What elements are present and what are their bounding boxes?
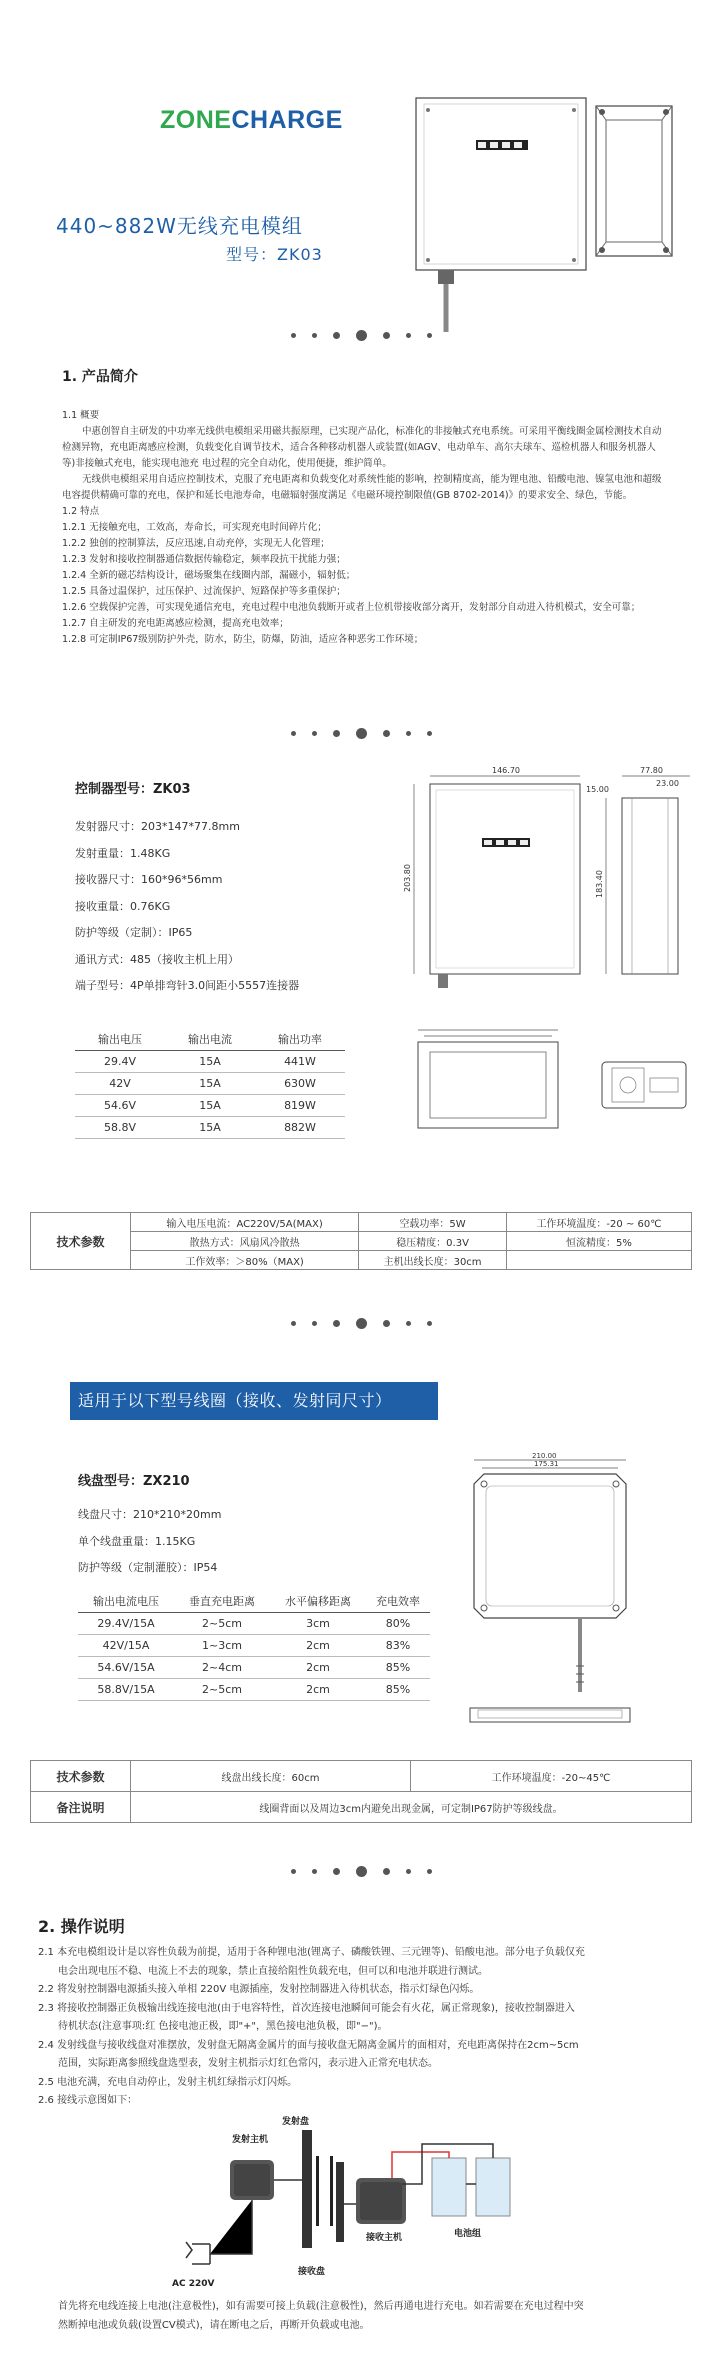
dim-coil-width: 210.00 xyxy=(532,1452,557,1460)
intro-line: 1.2.5 具备过温保护，过压保护、过流保护、短路保护等多重保护； xyxy=(62,586,346,597)
coil-specs xyxy=(78,1470,221,1586)
op-line: 2.2 将发射控制器电源插头接入单相 220V 电源插座，发射控制器进入待机状态，指示灯绿色闪烁。 xyxy=(38,1984,480,1995)
table-cell: 3cm xyxy=(270,1612,366,1634)
section-divider xyxy=(0,1866,722,1877)
table-cell: 29.4V xyxy=(75,1050,165,1072)
footer-line: 然断掉电池或负载(设置CV模式)，请在断电之后，再断开负载或电池。 xyxy=(58,2319,370,2331)
intro-line: 1.2 特点 xyxy=(62,506,100,517)
dim-inner-height: 183.40 xyxy=(595,870,604,898)
logo-part-zone: ZONE xyxy=(160,106,232,134)
spec-line: 端子型号：4P单排弯针3.0间距小5557连接器 xyxy=(75,979,300,992)
intro-line: 1.2.4 全新的磁芯结构设计，磁场聚集在线圈内部，漏磁小，辐射低； xyxy=(62,570,356,581)
label-tx-coil: 发射盘 xyxy=(282,2117,310,2127)
spec-line: 防护等级（定制）：IP65 xyxy=(75,926,193,939)
table-cell: 85% xyxy=(366,1678,430,1700)
table-cell: 2~4cm xyxy=(174,1656,270,1678)
table-row xyxy=(78,1634,430,1656)
label-ac: AC 220V xyxy=(172,2279,215,2289)
table-cell: 15A xyxy=(165,1094,255,1116)
section1-heading: 1. 产品简介 xyxy=(62,369,138,385)
table-cell: 1~3cm xyxy=(174,1634,270,1656)
product-intro xyxy=(62,408,662,648)
intro-line: 1.2.2 独创的控制算法，反应迅速,自动充停，实现无人化管理； xyxy=(62,538,330,549)
table-cell: 工作效率：＞80%（MAX) xyxy=(131,1251,359,1270)
label-rx-host: 接收主机 xyxy=(366,2233,403,2243)
section2-heading: 2. 操作说明 xyxy=(38,1917,125,1936)
product-image xyxy=(410,92,680,342)
op-line: 2.5 电池充满，充电自动停止，发射主机红绿指示灯闪烁。 xyxy=(38,2076,298,2088)
table-cell: 线盘出线长度：60cm xyxy=(131,1761,411,1792)
spec-line: 防护等级（定制灌胶）：IP54 xyxy=(78,1561,218,1574)
wiring-diagram xyxy=(170,2114,520,2294)
section-divider xyxy=(0,1318,722,1329)
coil-banner: 适用于以下型号线圈（接收、发射同尺寸） xyxy=(70,1382,438,1420)
table-cell: 15A xyxy=(165,1116,255,1138)
intro-line: 1.2.7 自主研发的充电距离感应检测，提高充电效率； xyxy=(62,618,289,629)
table-cell: 恒流精度：5% xyxy=(506,1232,691,1251)
table-cell: 工作环境温度：-20 ~ 60℃ xyxy=(506,1213,691,1232)
table-header: 水平偏移距离 xyxy=(270,1590,366,1612)
intro-line: 1.2.8 可定制IP67级别防护外壳，防水，防尘，防爆，防油，适应各种恶劣工作环境； xyxy=(62,634,424,645)
section-divider xyxy=(0,728,722,739)
intro-line: 1.2.1 无接触充电，工效高，寿命长，可实现充电时间碎片化； xyxy=(62,522,327,533)
op-line: 待机状态(注意事项:红 色接电池正极，即"+"，黑色接电池负极，即"−")。 xyxy=(58,2021,388,2032)
table-cell: 空载功率：5W xyxy=(359,1213,507,1232)
intro-line: 1.1 概要 xyxy=(62,410,100,421)
table-cell: 2cm xyxy=(270,1656,366,1678)
table-row xyxy=(78,1656,430,1678)
table-cell: 稳压精度：0.3V xyxy=(359,1232,507,1251)
table-cell: 15A xyxy=(165,1050,255,1072)
notes-cell: 线圈背面以及周边3cm内避免出现金属，可定制IP67防护等级线盘。 xyxy=(131,1792,692,1823)
table-cell: 441W xyxy=(255,1050,345,1072)
table-header: 输出功率 xyxy=(255,1028,345,1050)
table-cell: 819W xyxy=(255,1094,345,1116)
footer-line: 首先将充电线连接上电池(注意极性)，如有需要可接上负载(注意极性)，然后再通电进行充电。如若需要在充电过程中突 xyxy=(58,2301,584,2312)
table-cell: 15A xyxy=(165,1072,255,1094)
coil-drawing xyxy=(460,1452,640,1732)
table-cell: 58.8V/15A xyxy=(78,1678,174,1700)
spec-line: 线盘尺寸：210*210*20mm xyxy=(78,1508,222,1521)
dim-coil-inner: 175.31 xyxy=(534,1460,559,1468)
table-cell: 54.6V xyxy=(75,1094,165,1116)
intro-line: 中惠创智自主研发的中功率无线供电模组采用磁共振原理，已实现产品化，标准化的非接触式充电系统。可采用平衡线圈金属检测技术自动检测异物，充电距离感应检测，负载变化自调节技术，适合各种移动机器人或装置(如AGV、电动单车、高尔夫球车、巡检机器人和服务机器人等)非接触式充电，能实现电池充 电过程的完全自动化，使用便捷，维护简单。 xyxy=(62,426,662,469)
controller-drawing xyxy=(400,762,700,1142)
spec-line: 接收器尺寸：160*96*56mm xyxy=(75,873,223,886)
operation-instructions xyxy=(38,1944,698,2111)
table-cell: 630W xyxy=(255,1072,345,1094)
table-row xyxy=(75,1116,345,1138)
notes-label: 备注说明 xyxy=(31,1792,131,1823)
table-cell xyxy=(506,1251,691,1270)
coil-params-table xyxy=(30,1760,692,1823)
section-divider xyxy=(0,330,722,341)
tech-params-label: 技术参数 xyxy=(31,1761,131,1792)
table-cell: 882W xyxy=(255,1116,345,1138)
table-cell: 85% xyxy=(366,1656,430,1678)
tech-params-label: 技术参数 xyxy=(31,1213,131,1270)
model-number: 型号：ZK03 xyxy=(226,245,323,264)
table-cell: 54.6V/15A xyxy=(78,1656,174,1678)
table-cell: 42V/15A xyxy=(78,1634,174,1656)
intro-line: 无线供电模组采用自适应控制技术，克服了充电距离和负载变化对系统性能的影响，控制精度高，能为锂电池、铅酸电池、镍氢电池和超级电容提供精确可靠的充电，保护和延长电池寿命，电磁辐射强度满足《电磁环境控制限值(GB 8702-2014)》的要求安全、绿色，节能。 xyxy=(62,474,662,501)
table-header: 输出电压 xyxy=(75,1028,165,1050)
spec-line: 接收重量：0.76KG xyxy=(75,899,171,913)
dim-depth: 77.80 xyxy=(640,766,663,775)
table-cell: 主机出线长度：30cm xyxy=(359,1251,507,1270)
table-cell: 83% xyxy=(366,1634,430,1656)
dim-width: 146.70 xyxy=(492,766,520,775)
op-line: 2.1 本充电模组设计是以容性负载为前提，适用于各种锂电池(锂离子、磷酸铁锂、三元锂等)、铅酸电池。部分电子负载仅充 xyxy=(38,1947,585,1958)
table-cell: 工作环境温度：-20~45℃ xyxy=(411,1761,692,1792)
page-title: 440~882W无线充电模组 xyxy=(56,214,303,238)
coil-heading: 线盘型号：ZX210 xyxy=(78,1474,190,1489)
spec-line: 发射重量：1.48KG xyxy=(75,846,171,860)
spec-line: 发射器尺寸：203*147*77.8mm xyxy=(75,820,240,833)
tech-params-table xyxy=(30,1212,692,1270)
op-line: 范围，实际距离参照线盘选型表，发射主机指示灯红色常闪，表示进入正常充电状态。 xyxy=(58,2058,438,2069)
op-line: 2.4 发射线盘与接收线盘对准摆放，发射盘无隔离金属片的面与接收盘无隔离金属片的面相对，充电距离保持在2cm~5cm xyxy=(38,2039,579,2051)
dim-height: 203.80 xyxy=(403,864,412,892)
op-line: 2.3 将接收控制器正负极输出线连接电池(由于电容特性，首次连接电池瞬间可能会有火花，属正常现象)，接收控制器进入 xyxy=(38,2002,575,2014)
table-header: 输出电流 xyxy=(165,1028,255,1050)
table-cell: 42V xyxy=(75,1072,165,1094)
table-cell: 29.4V/15A xyxy=(78,1612,174,1634)
table-row xyxy=(78,1612,430,1634)
coil-table xyxy=(78,1590,430,1701)
table-row xyxy=(75,1094,345,1116)
logo-part-charge: CHARGE xyxy=(231,106,343,134)
intro-line: 1.2.6 空载保护完善，可实现免通信充电，充电过程中电池负载断开或者上位机带接收部分离开，发射部分自动进入待机模式，安全可靠； xyxy=(62,602,641,613)
dim-flange: 23.00 xyxy=(656,779,679,788)
table-header: 充电效率 xyxy=(366,1590,430,1612)
op-line: 2.6 接线示意图如下： xyxy=(38,2095,138,2106)
table-cell: 2~5cm xyxy=(174,1612,270,1634)
controller-specs xyxy=(75,778,299,1004)
table-cell: 2cm xyxy=(270,1634,366,1656)
table-cell: 80% xyxy=(366,1612,430,1634)
label-battery: 电池组 xyxy=(454,2229,482,2239)
label-rx-coil: 接收盘 xyxy=(298,2267,326,2277)
spec-line: 单个线盘重量：1.15KG xyxy=(78,1534,196,1548)
table-cell: 2cm xyxy=(270,1678,366,1700)
table-row xyxy=(75,1050,345,1072)
operation-footer xyxy=(58,2298,698,2335)
table-cell: 输入电压电流：AC220V/5A(MAX) xyxy=(131,1213,359,1232)
spec-line: 通讯方式：485（接收主机上用） xyxy=(75,952,239,966)
controller-output-table xyxy=(75,1028,345,1139)
table-row xyxy=(78,1678,430,1700)
logo xyxy=(160,106,343,135)
table-row xyxy=(75,1072,345,1094)
table-cell: 2~5cm xyxy=(174,1678,270,1700)
intro-line: 1.2.3 发射和接收控制器通信数据传输稳定，频率段抗干扰能力强； xyxy=(62,554,346,565)
table-header: 垂直充电距离 xyxy=(174,1590,270,1612)
label-tx-host: 发射主机 xyxy=(232,2135,269,2145)
dim-lip: 15.00 xyxy=(586,785,609,794)
table-header: 输出电流电压 xyxy=(78,1590,174,1612)
controller-heading: 控制器型号：ZK03 xyxy=(75,782,191,797)
table-cell: 58.8V xyxy=(75,1116,165,1138)
table-cell: 散热方式：风扇风冷散热 xyxy=(131,1232,359,1251)
op-line: 电会出现电压不稳、电流上不去的现象，禁止直接给阻性负载充电，但可以和电池并联进行测试。 xyxy=(58,1965,488,1977)
